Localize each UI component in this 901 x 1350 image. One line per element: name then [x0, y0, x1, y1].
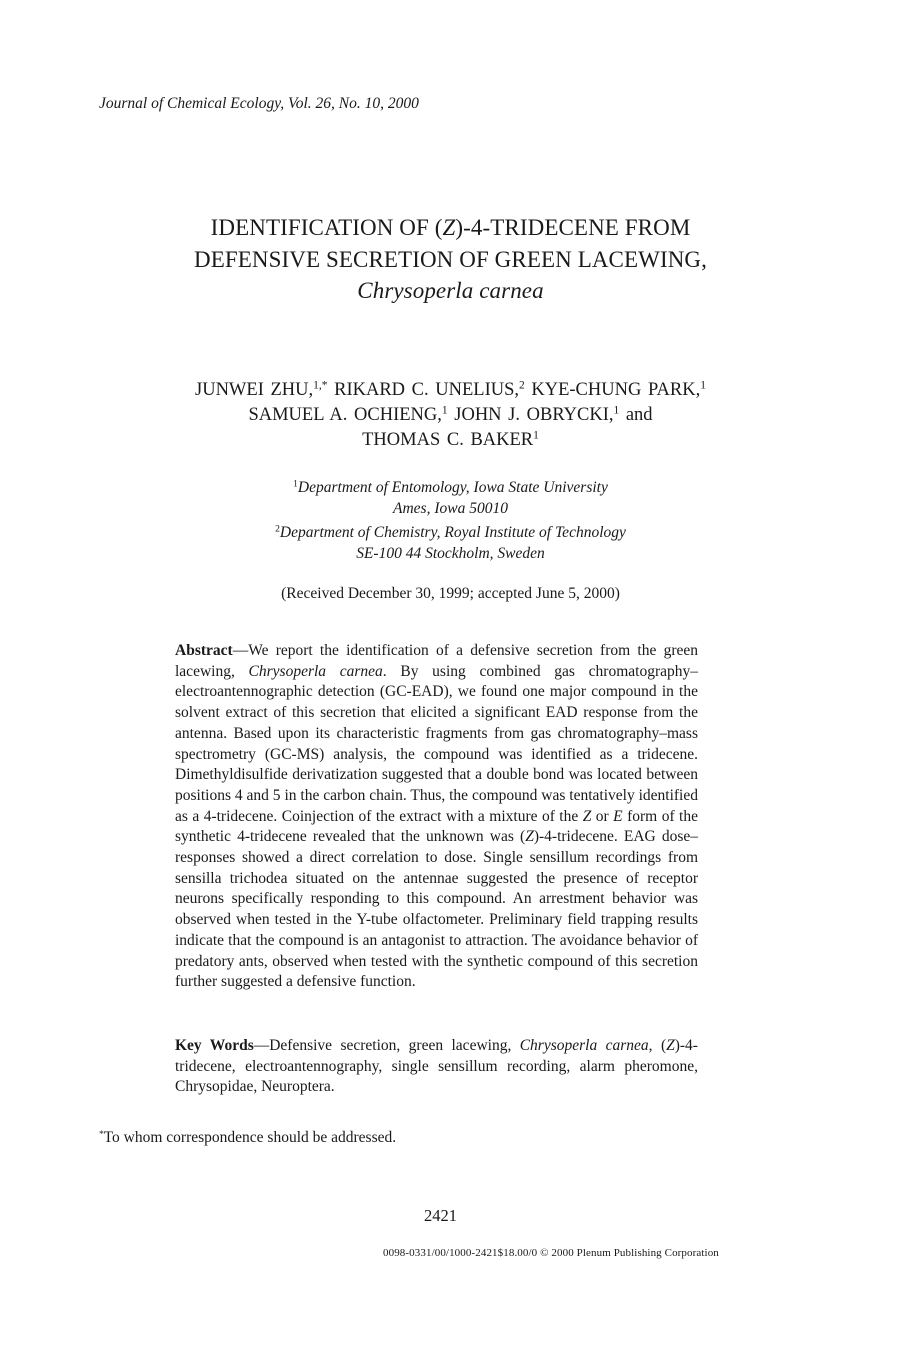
- author: SAMUEL A. OCHIENG,$^1$: [248, 404, 448, 425]
- affiliation-2: $^2$Department of Chemistry, Royal Institute of Technology SE-100 44 Stockholm, Sweden: [275, 523, 626, 562]
- author: JUNWEI ZHU,$^{1,*}$: [195, 379, 328, 400]
- page-number: 2421: [424, 1206, 457, 1225]
- author: JOHN J. OBRYCKI,$^1$: [454, 404, 620, 425]
- title-species: Chrysoperla carnea: [357, 278, 544, 303]
- copyright-line: 0098-0331/00/1000-2421$18.00/0 © 2000 Plenum Publishing Corporation: [383, 1247, 719, 1259]
- journal-citation: Journal of Chemical Ecology, Vol. 26, No. 10, 2000: [99, 95, 419, 112]
- title-line-2: DEFENSIVE SECRETION OF GREEN LACEWING,: [194, 246, 707, 272]
- author-list: [100, 378, 801, 453]
- authors-line-1: [100, 378, 801, 403]
- abstract-label: Abstract: [175, 642, 233, 659]
- key-words: Key Words—Defensive secretion, green lacewing, Chrysoperla carnea, (Z)-4-tridecene, electroantennography, single sensillum recording, alarm pheromone, Chrysopidae, Neuroptera.: [175, 1037, 698, 1096]
- author-conjunction: and: [625, 405, 653, 425]
- author: RIKARD C. UNELIUS,$^2$: [334, 379, 525, 400]
- footnote: *To whom correspondence should be addressed.: [99, 1129, 397, 1146]
- paper-title: [100, 212, 801, 307]
- authors-line-3: [100, 428, 801, 453]
- abstract: Abstract—We report the identification of a defensive secretion from the green lacewing, Chrysoperla carnea. By using combined gas chromatography–electroantennographic detection (GC-EAD), we found one major compound in the solvent extract of this secretion that elicited a significant EAD response from the antenna. Based upon its characteristic fragments from gas chromatography–mass spectrometry (GC-MS) analysis, the compound was identified as a tridecene. Dimethyldisulfide derivatization suggested that a double bond was located between positions 4 and 5 in the carbon chain. Thus, the compound was tentatively identified as a 4-tridecene. Coinjection of the extract with a mixture of the Z or E form of the synthetic 4-tridecene revealed that the unknown was (Z)-4-tridecene. EAG dose–responses showed a direct correlation to dose. Single sensillum recordings from sensilla trichodea situated on the antennae suggested the presence of receptor neurons specifically responding to this compound. An arrestment behavior was observed when tested in the Y-tube olfactometer. Preliminary field trapping results indicate that the compound is an antagonist to attraction. The avoidance behavior of predatory ants, observed when tested with the synthetic compound of this secretion further suggested a defensive function.: [175, 642, 699, 991]
- received-dates: (Received December 30, 1999; accepted June 5, 2000): [281, 585, 620, 602]
- authors-line-2: [100, 403, 801, 428]
- author: KYE-CHUNG PARK,$^1$: [531, 379, 706, 400]
- author: THOMAS C. BAKER$^1$: [362, 429, 539, 450]
- title-line-1: IDENTIFICATION OF (Z)-4-TRIDECENE FROM: [210, 215, 691, 240]
- key-words-label: Key Words: [175, 1037, 254, 1054]
- affiliation-1: $^1$Department of Entomology, Iowa State University Ames, Iowa 50010: [293, 478, 608, 517]
